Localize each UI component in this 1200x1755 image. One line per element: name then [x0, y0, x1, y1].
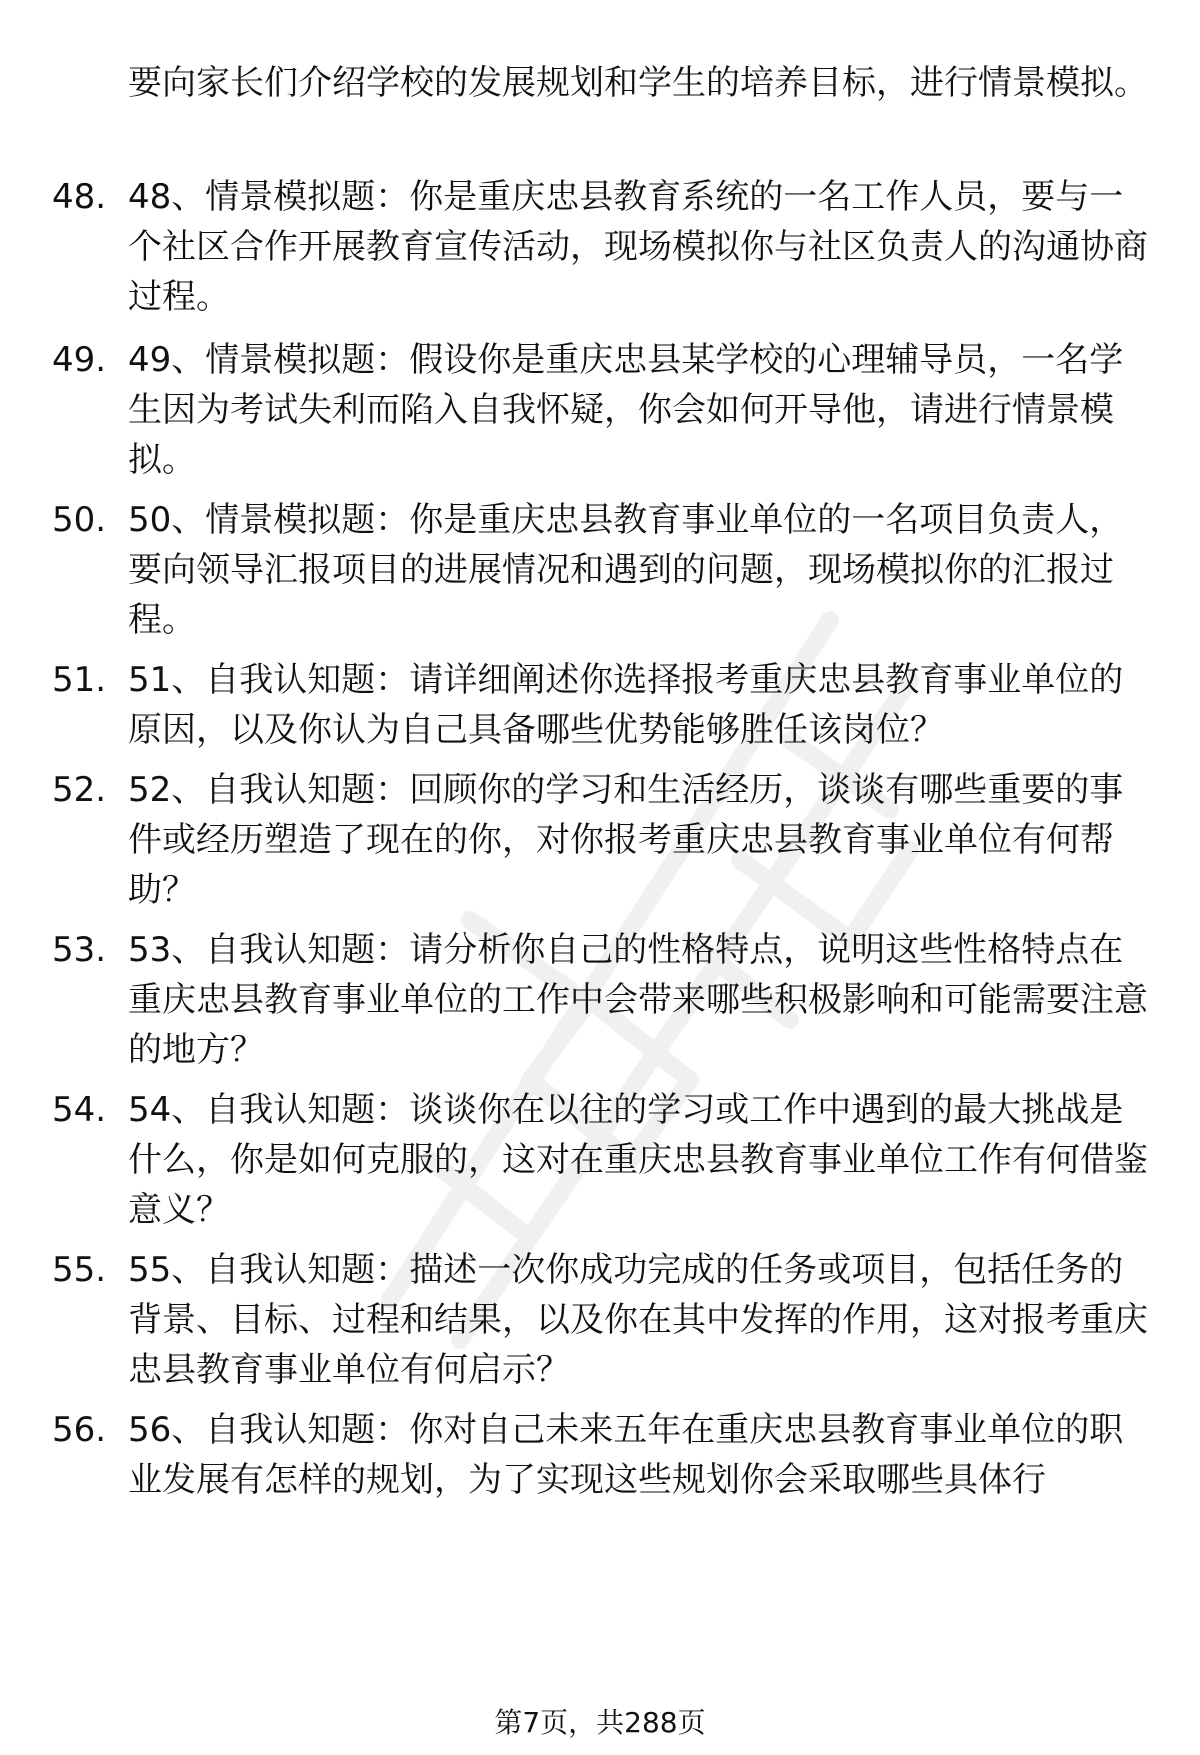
page-footer: 第7页，共288页 — [494, 1706, 706, 1739]
question-text: 56、自我认知题：你对自己未来五年在重庆忠县教育事业单位的职业发展有怎样的规划，为了实现这些规划你会采取哪些具体行 — [128, 1410, 1124, 1500]
question-text: 49、情景模拟题：假设你是重庆忠县某学校的心理辅导员，一名学生因为考试失利而陷入自我怀疑，你会如何开导他，请进行情景模拟。 — [128, 340, 1124, 480]
question-text: 52、自我认知题：回顾你的学习和生活经历，谈谈有哪些重要的事件或经历塑造了现在的你，对你报考重庆忠县教育事业单位有何帮助？ — [128, 770, 1124, 910]
question-number: 55. — [52, 1250, 107, 1290]
question-number: 54. — [52, 1090, 107, 1130]
question-text: 48、情景模拟题：你是重庆忠县教育系统的一名工作人员，要与一个社区合作开展教育宣传活动，现场模拟你与社区负责人的沟通协商过程。 — [128, 177, 1148, 317]
question-number: 50. — [52, 500, 107, 540]
question-number: 52. — [52, 770, 107, 810]
question-number: 48. — [52, 177, 107, 217]
question-number: 49. — [52, 340, 107, 380]
question-text: 50、情景模拟题：你是重庆忠县教育事业单位的一名项目负责人，要向领导汇报项目的进展情况和遇到的问题，现场模拟你的汇报过程。 — [128, 500, 1124, 640]
question-text: 51、自我认知题：请详细阐述你选择报考重庆忠县教育事业单位的原因，以及你认为自己具备哪些优势能够胜任该岗位？ — [128, 660, 1124, 750]
question-number: 51. — [52, 660, 107, 700]
question-text: 54、自我认知题：谈谈你在以往的学习或工作中遇到的最大挑战是什么，你是如何克服的，这对在重庆忠县教育事业单位工作有何借鉴意义？ — [128, 1090, 1148, 1230]
question-number: 56. — [52, 1410, 107, 1450]
question-text: 53、自我认知题：请分析你自己的性格特点，说明这些性格特点在重庆忠县教育事业单位的工作中会带来哪些积极影响和可能需要注意的地方？ — [128, 930, 1148, 1070]
continuation-text: 要向家长们介绍学校的发展规划和学生的培养目标，进行情景模拟。 — [128, 63, 1148, 103]
question-text: 55、自我认知题：描述一次你成功完成的任务或项目，包括任务的背景、目标、过程和结果，以及你在其中发挥的作用，这对报考重庆忠县教育事业单位有何启示？ — [128, 1250, 1148, 1390]
question-number: 53. — [52, 930, 107, 970]
